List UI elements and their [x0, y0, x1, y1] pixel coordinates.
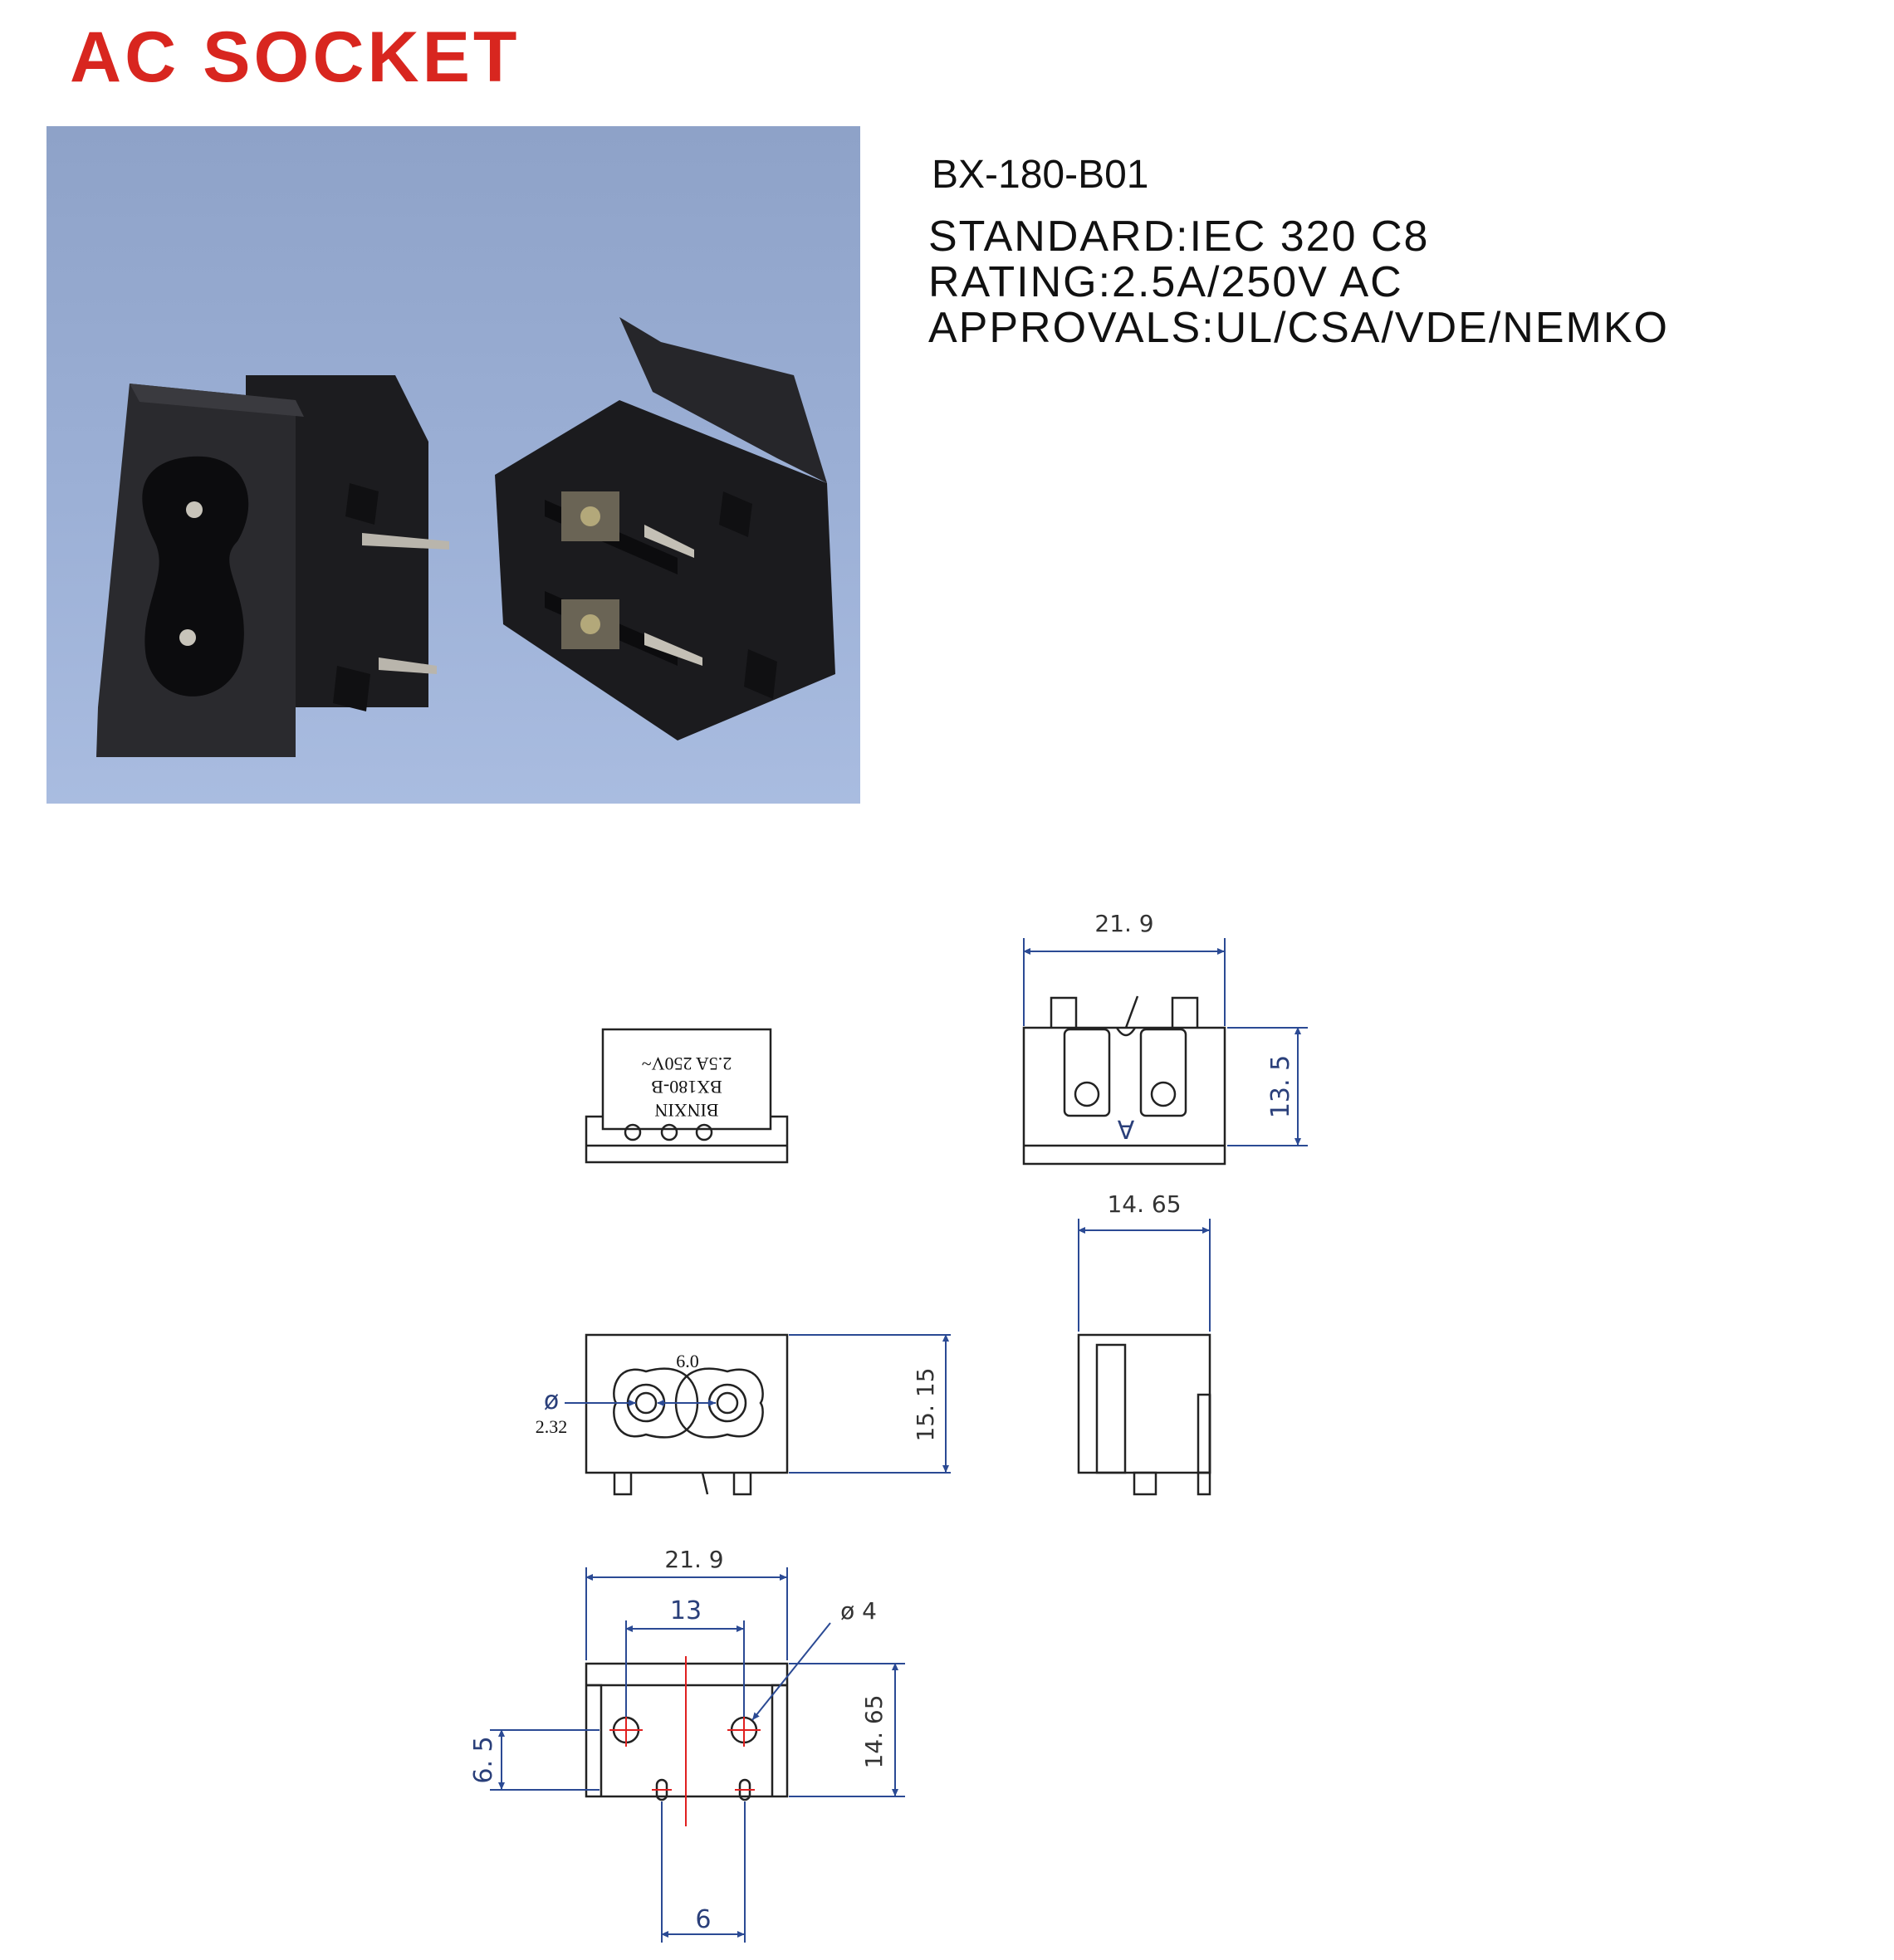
dim-slot-pitch: 9	[695, 1903, 712, 1932]
side-view-drawing	[1079, 1190, 1210, 1494]
front-view-drawing	[536, 1335, 951, 1494]
label-brand-text: BINXIN	[654, 1100, 719, 1121]
label-rating-text: 2.5A 250V~	[641, 1053, 732, 1074]
cert-mark-icon	[662, 1125, 677, 1140]
back-view-drawing	[586, 1029, 787, 1162]
page-title: AC SOCKET	[70, 17, 521, 97]
cert-mark-icon	[625, 1125, 640, 1140]
dim-pin-dia: 2.32	[535, 1416, 568, 1437]
model-number: BX-180-B01	[932, 153, 1149, 197]
cert-mark-icon	[697, 1125, 712, 1140]
dim-pin-pitch: 6.0	[676, 1351, 699, 1371]
pcb-footprint-drawing	[469, 1546, 905, 1943]
label-model-text: BX180-B	[651, 1077, 722, 1097]
dim-width-pcb: 21. 9	[664, 1546, 724, 1573]
spec-rating: RATING:2.5A/250V AC	[928, 257, 1403, 306]
dim-depth-pcb: 14. 65	[860, 1694, 888, 1769]
dim-hole-dia: ø 4	[840, 1597, 877, 1625]
top-view-drawing	[1024, 910, 1308, 1164]
dim-height-top: 13. 5	[1266, 1054, 1295, 1119]
top-view-mark: A	[1117, 1114, 1135, 1143]
dim-hole-pitch: 13	[669, 1596, 702, 1625]
spec-approvals: APPROVALS:UL/CSA/VDE/NEMKO	[928, 303, 1669, 352]
dim-offset: 6. 5	[469, 1736, 498, 1784]
dim-pin-dia-symbol: ø	[543, 1386, 560, 1415]
dim-width-top: 21. 9	[1094, 910, 1154, 937]
dim-height-front: 15. 15	[912, 1367, 939, 1442]
spec-standard: STANDARD:IEC 320 C8	[928, 212, 1430, 261]
dim-depth-side: 14. 65	[1107, 1190, 1182, 1218]
